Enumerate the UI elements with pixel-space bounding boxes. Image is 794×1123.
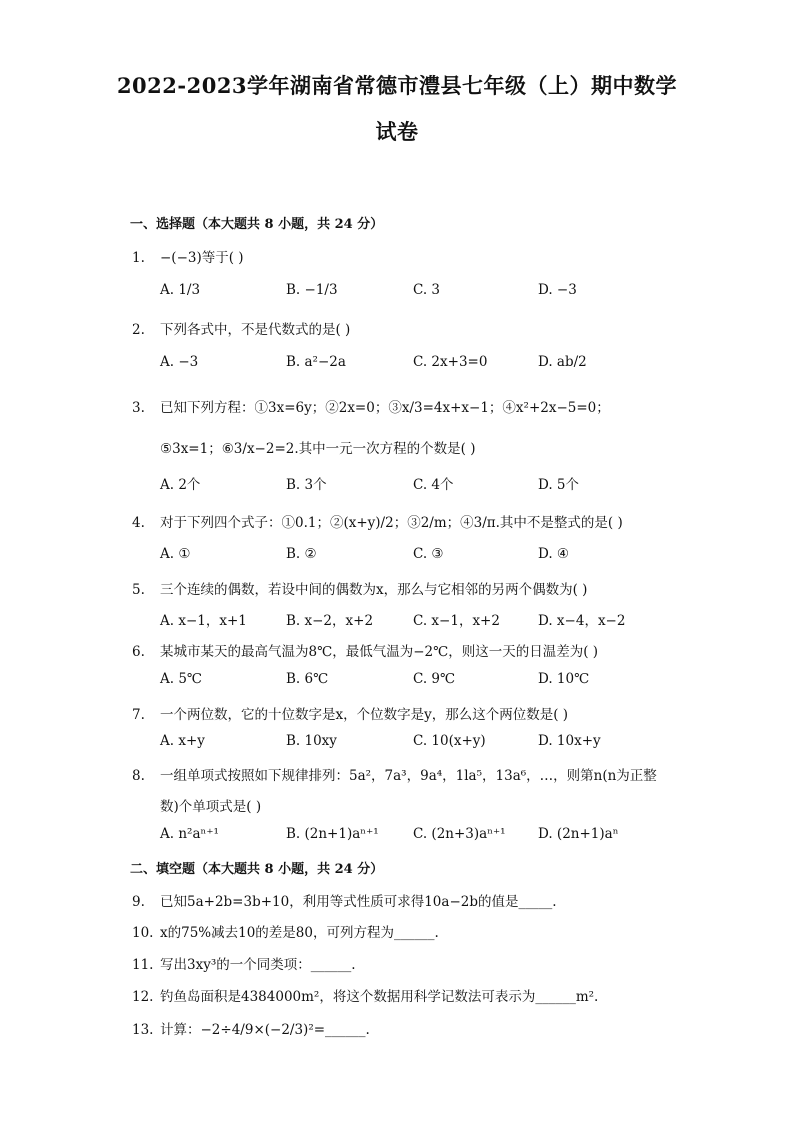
question-text: x的75%减去10的差是80，可列方程为______. bbox=[160, 925, 439, 941]
question-8-continued: 数)个单项式是( ) bbox=[160, 799, 262, 815]
question-text: −(−3)等于( ) bbox=[160, 250, 244, 266]
option-c[interactable]: C. x−1，x+2 bbox=[413, 613, 500, 629]
option-b[interactable]: B. a²−2a bbox=[286, 354, 346, 370]
question-text: 某城市某天的最高气温为8℃，最低气温为−2℃，则这一天的日温差为( ) bbox=[160, 644, 599, 660]
option-b[interactable]: B. 6℃ bbox=[286, 671, 329, 687]
question-text: 对于下列四个式子：①0.1；②(x+y)/2；③2/m；④3/π.其中不是整式的是( ) bbox=[160, 515, 623, 531]
option-a[interactable]: A. 5℃ bbox=[160, 671, 203, 687]
option-d[interactable]: D. 10x+y bbox=[538, 733, 601, 749]
question-number: 4. bbox=[132, 515, 145, 531]
question-7 bbox=[132, 703, 568, 723]
option-c[interactable]: C. 2x+3=0 bbox=[413, 354, 488, 370]
question-number: 6. bbox=[132, 644, 145, 660]
question-number: 8. bbox=[132, 768, 145, 784]
option-d[interactable]: D. −3 bbox=[538, 282, 577, 298]
option-b[interactable]: B. ② bbox=[286, 546, 317, 562]
option-d[interactable]: D. (2n+1)aⁿ bbox=[538, 826, 619, 842]
option-d[interactable]: D. ab/2 bbox=[538, 354, 587, 370]
question-number: 10. bbox=[132, 925, 154, 941]
option-a[interactable]: A. 1/3 bbox=[160, 282, 201, 298]
question-text: 三个连续的偶数，若设中间的偶数为x，那么与它相邻的另两个偶数为( ) bbox=[160, 582, 588, 598]
option-d[interactable]: D. 10℃ bbox=[538, 671, 590, 687]
question-text: 计算：−2÷4/9×(−2/3)²=______. bbox=[160, 1022, 370, 1038]
question-text: 已知下列方程：①3x=6y；②2x=0；③x/3=4x+x−1；④x²+2x−5=0； bbox=[160, 400, 610, 416]
option-a[interactable]: A. x+y bbox=[160, 733, 205, 749]
question-3-continued: ⑤3x=1；⑥3/x−2=2.其中一元一次方程的个数是( ) bbox=[160, 441, 476, 457]
question-text: 下列各式中，不是代数式的是( ) bbox=[160, 322, 351, 338]
option-b[interactable]: B. 3个 bbox=[286, 477, 327, 493]
question-number: 12. bbox=[132, 989, 154, 1005]
question-text: 已知5a+2b=3b+10，利用等式性质可求得10a−2b的值是_____. bbox=[160, 894, 557, 910]
option-c[interactable]: C. 9℃ bbox=[413, 671, 456, 687]
question-number: 5. bbox=[132, 582, 145, 598]
option-c[interactable]: C. 3 bbox=[413, 282, 441, 298]
option-d[interactable]: D. x−4，x−2 bbox=[538, 613, 626, 629]
option-c[interactable]: C. 4个 bbox=[413, 477, 454, 493]
option-b[interactable]: B. x−2，x+2 bbox=[286, 613, 374, 629]
question-6 bbox=[132, 640, 598, 660]
question-12 bbox=[132, 985, 598, 1005]
question-text: 写出3xy³的一个同类项：______. bbox=[160, 957, 356, 973]
option-a[interactable]: A. −3 bbox=[160, 354, 199, 370]
question-number: 3. bbox=[132, 400, 145, 416]
section-choice-heading: 一、选择题（本大题共 8 小题，共 24 分） bbox=[130, 217, 384, 232]
question-number: 7. bbox=[132, 707, 145, 723]
option-a[interactable]: A. n²aⁿ⁺¹ bbox=[160, 826, 219, 842]
question-13 bbox=[132, 1018, 370, 1038]
question-number: 11. bbox=[132, 957, 154, 973]
option-a[interactable]: A. ① bbox=[160, 546, 191, 562]
question-number: 13. bbox=[132, 1022, 154, 1038]
option-a[interactable]: A. x−1，x+1 bbox=[160, 613, 247, 629]
option-d[interactable]: D. ④ bbox=[538, 546, 570, 562]
section-fill-heading: 二、填空题（本大题共 8 小题，共 24 分） bbox=[130, 862, 384, 877]
question-text: 一组单项式按照如下规律排列：5a²，7a³，9a⁴，1la⁵，13a⁶，…，则第n(n为正整 bbox=[160, 768, 657, 784]
option-c[interactable]: C. 10(x+y) bbox=[413, 733, 486, 749]
option-c[interactable]: C. (2n+3)aⁿ⁺¹ bbox=[413, 826, 506, 842]
question-number: 2. bbox=[132, 322, 145, 338]
question-9 bbox=[132, 890, 557, 910]
question-number: 9. bbox=[132, 894, 145, 910]
question-8 bbox=[132, 764, 657, 784]
option-b[interactable]: B. −1/3 bbox=[286, 282, 338, 298]
question-11 bbox=[132, 953, 356, 973]
question-3 bbox=[132, 396, 610, 416]
question-2 bbox=[132, 318, 350, 338]
page-title: 2022-2023学年湖南省常德市澧县七年级（上）期中数学 bbox=[116, 73, 678, 98]
question-10 bbox=[132, 921, 439, 941]
question-1 bbox=[132, 246, 244, 266]
page-title-line2: 试卷 bbox=[375, 119, 419, 144]
question-text: 一个两位数，它的十位数字是x，个位数字是y，那么这个两位数是( ) bbox=[160, 707, 569, 723]
option-b[interactable]: B. (2n+1)aⁿ⁺¹ bbox=[286, 826, 379, 842]
option-d[interactable]: D. 5个 bbox=[538, 477, 580, 493]
question-4 bbox=[132, 511, 623, 531]
option-c[interactable]: C. ③ bbox=[413, 546, 444, 562]
question-number: 1. bbox=[132, 250, 145, 266]
option-b[interactable]: B. 10xy bbox=[286, 733, 337, 749]
question-5 bbox=[132, 578, 587, 598]
question-text: 钓鱼岛面积是4384000m²，将这个数据用科学记数法可表示为______m². bbox=[160, 989, 599, 1005]
option-a[interactable]: A. 2个 bbox=[160, 477, 201, 493]
